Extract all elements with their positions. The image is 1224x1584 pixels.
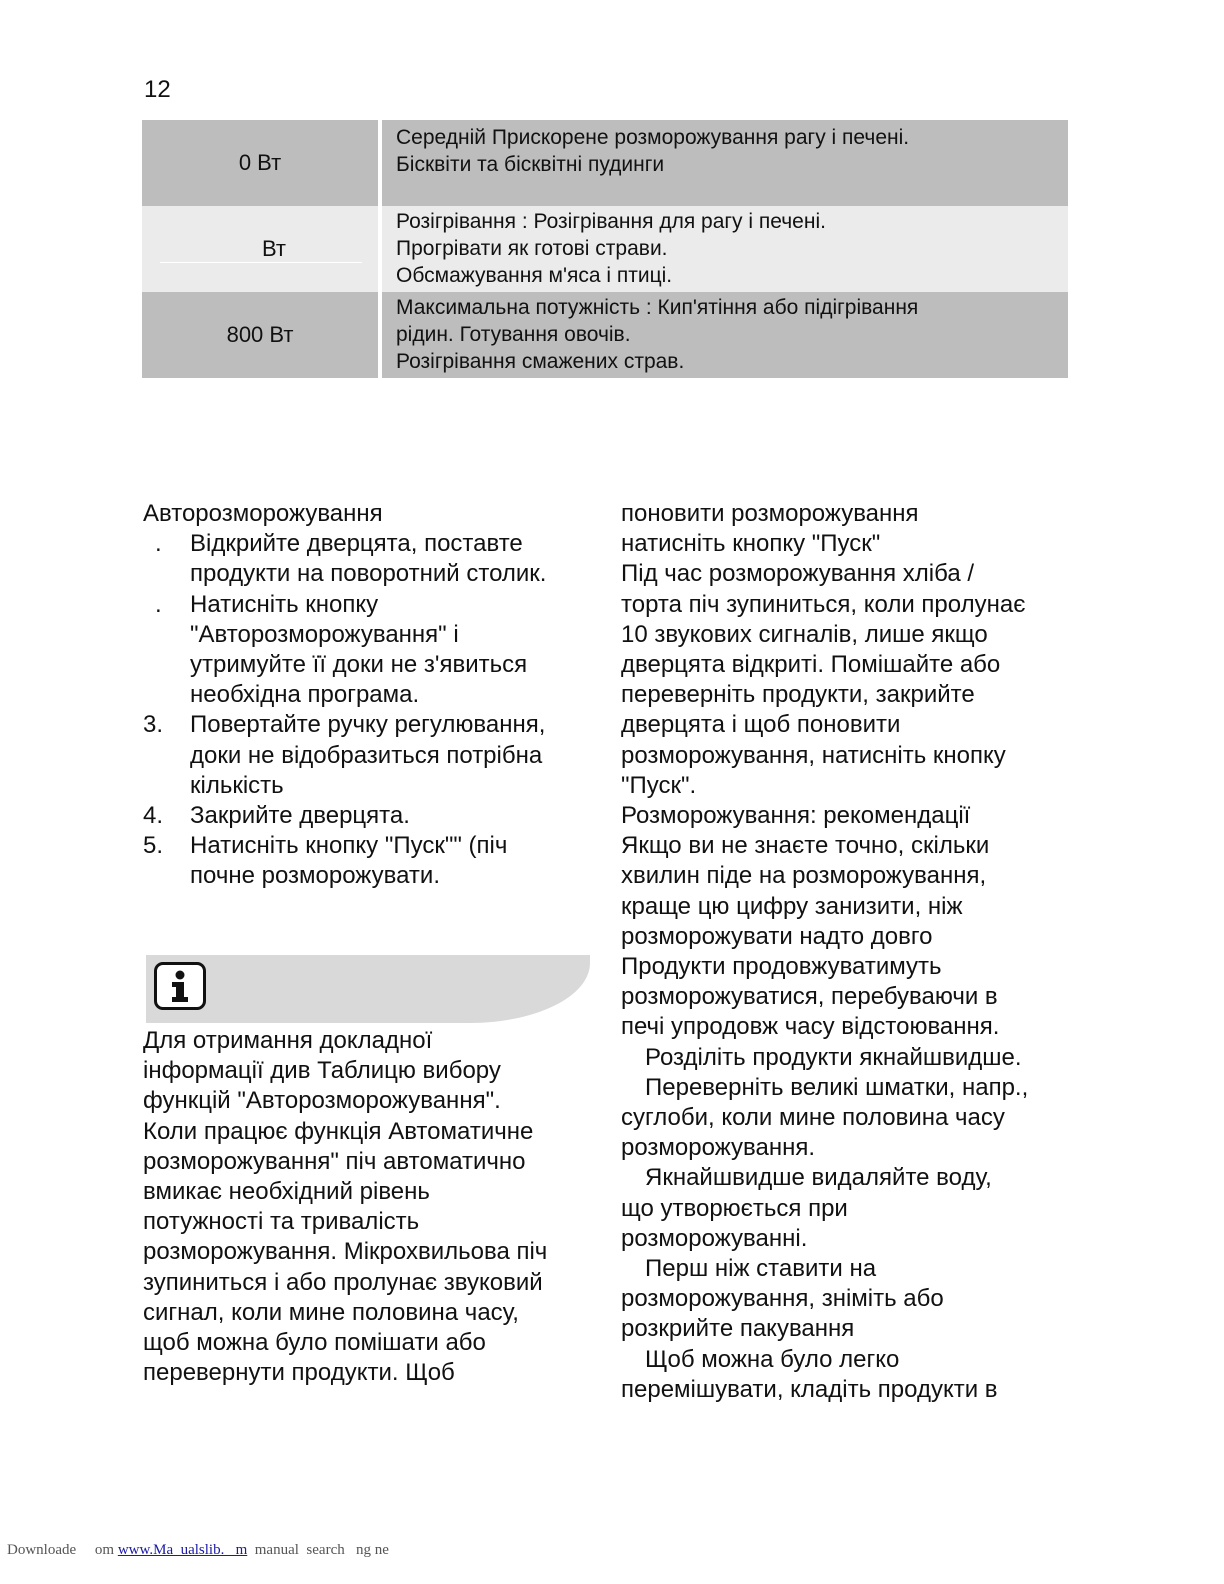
paragraph-line: розморожування, зніміть або [621, 1285, 944, 1313]
table-row [142, 292, 1068, 378]
paragraph-line: суглоби, коли мине половина часу [621, 1104, 1005, 1132]
paragraph-line: розморожувати надто довго [621, 922, 933, 950]
paragraph-line: розморожування. [621, 1134, 816, 1162]
table-row [142, 120, 1068, 206]
footer: Downloade om www.Ma ualslib. m manual search ng ne [7, 1542, 389, 1558]
paragraph-line: розморожуватися, перебуваючи в [621, 983, 998, 1011]
paragraph-line: Під час розморожування хліба / [621, 560, 975, 588]
description-cell [382, 206, 1068, 292]
paragraph-line: розморожування, натисніть кнопку [621, 741, 1006, 769]
step-text: Відкрийте дверцята, поставте продукти на поворотний столик. [190, 530, 547, 588]
table-row [142, 206, 1068, 292]
paragraph-line: дверцята і щоб поновити [621, 711, 901, 739]
step-text: Закрийте дверцята. [190, 802, 410, 830]
paragraph-line: Якнайшвидше видаляйте воду, [645, 1164, 992, 1192]
power-cell: Вт [142, 206, 378, 292]
description-cell [382, 120, 1068, 206]
paragraph-line: Щоб можна було легко [645, 1345, 900, 1373]
paragraph-line: Перш ніж ставити на [645, 1255, 877, 1283]
paragraph-line: хвилин піде на розморожування, [621, 862, 987, 890]
step-number: 3. [143, 711, 164, 739]
description-line: Обсмажування м'яса і птиці. [396, 264, 673, 287]
info-note-text: Для отримання докладної інформації див Таблицю вибору функцій "Авторозморожування". Коли працює функція Автоматичне розморожування" піч автоматично вмикає необхідний рівень потужності та тривалість розморожування. Мікрохвильова піч зупиниться і або пролунає звуковий сигнал, коли мине половина часу, щоб можна було помішати або перевернути продукти. Щоб [143, 1027, 548, 1387]
paragraph-line: краще цю цифру занизити, ніж [621, 892, 963, 920]
paragraph-line: що утворюється при [621, 1194, 848, 1222]
description-line: Прогрівати як готові страви. [396, 237, 668, 260]
paragraph-line: поновити розморожування [621, 500, 919, 527]
page-number: 12 [144, 76, 171, 103]
paragraph-line: 10 звукових сигналів, лише якщо [621, 620, 988, 648]
section-heading: Авторозморожування [143, 500, 383, 527]
list-item [143, 801, 593, 831]
paragraph-line: печі упродовж часу відстоювання. [621, 1013, 1000, 1041]
description-line: Бісквіти та бісквітні пудинги [396, 153, 665, 176]
step-number: . [155, 530, 162, 558]
paragraph-line: натисніть кнопку "Пуск" [621, 530, 881, 558]
paragraph-line: Переверніть великі шматки, напр., [645, 1073, 1029, 1101]
description-line: рідин. Готування овочів. [396, 323, 631, 346]
paragraph-line: Розділіть продукти якнайшвидше. [645, 1043, 1022, 1071]
description-line: Розігрівання : Розігрівання для рагу і печені. [396, 210, 826, 233]
right-column [621, 499, 1071, 1405]
paragraph-line: переверніть продукти, закрийте [621, 681, 975, 709]
step-number: . [155, 590, 162, 618]
paragraph-line: "Пуск". [621, 771, 697, 799]
info-glyph-icon [157, 965, 203, 1007]
left-column [143, 499, 593, 892]
description-line: Середній Прискорене розморожування рагу і печені. [396, 126, 910, 149]
paragraph-line: торта піч зупиниться, коли пролунає [621, 590, 1026, 618]
description-cell [382, 292, 1068, 378]
list-item [143, 831, 593, 891]
list-item [143, 529, 593, 589]
paragraph-line: Розморожування: рекомендації [621, 802, 971, 830]
paragraph-line: Продукти продовжуватимуть [621, 953, 942, 981]
description-line: Максимальна потужність : Кип'ятіння або підігрівання [396, 296, 919, 319]
info-note-banner [146, 955, 590, 1023]
paragraph-line: Якщо ви не знаєте точно, скільки [621, 832, 990, 860]
step-number: 5. [143, 832, 164, 860]
description-line: Розігрівання смажених страв. [396, 350, 685, 373]
paragraph-line: розморожуванні. [621, 1224, 808, 1252]
paragraph-line: розкрийте пакування [621, 1315, 855, 1343]
step-text: Натисніть кнопку "Пуск"" (піч почне розморожувати. [190, 832, 508, 890]
info-icon [154, 962, 206, 1010]
step-number: 4. [143, 802, 164, 830]
power-table [142, 120, 1068, 378]
footer-link[interactable]: www.Ma ualslib. m [117, 1542, 248, 1558]
paragraph-line: перемішувати, кладіть продукти в [621, 1375, 998, 1403]
paragraph-line: дверцята відкриті. Помішайте або [621, 651, 1001, 679]
step-text: Повертайте ручку регулювання, доки не відобразиться потрібна кількість [190, 711, 546, 799]
list-item [143, 710, 593, 801]
step-text: Натисніть кнопку "Авторозморожування" і утримуйте її доки не з'явиться необхідна програма. [190, 590, 528, 709]
power-cell: 0 Вт [142, 120, 378, 206]
list-item [143, 590, 593, 711]
power-cell: 800 Вт [142, 292, 378, 378]
